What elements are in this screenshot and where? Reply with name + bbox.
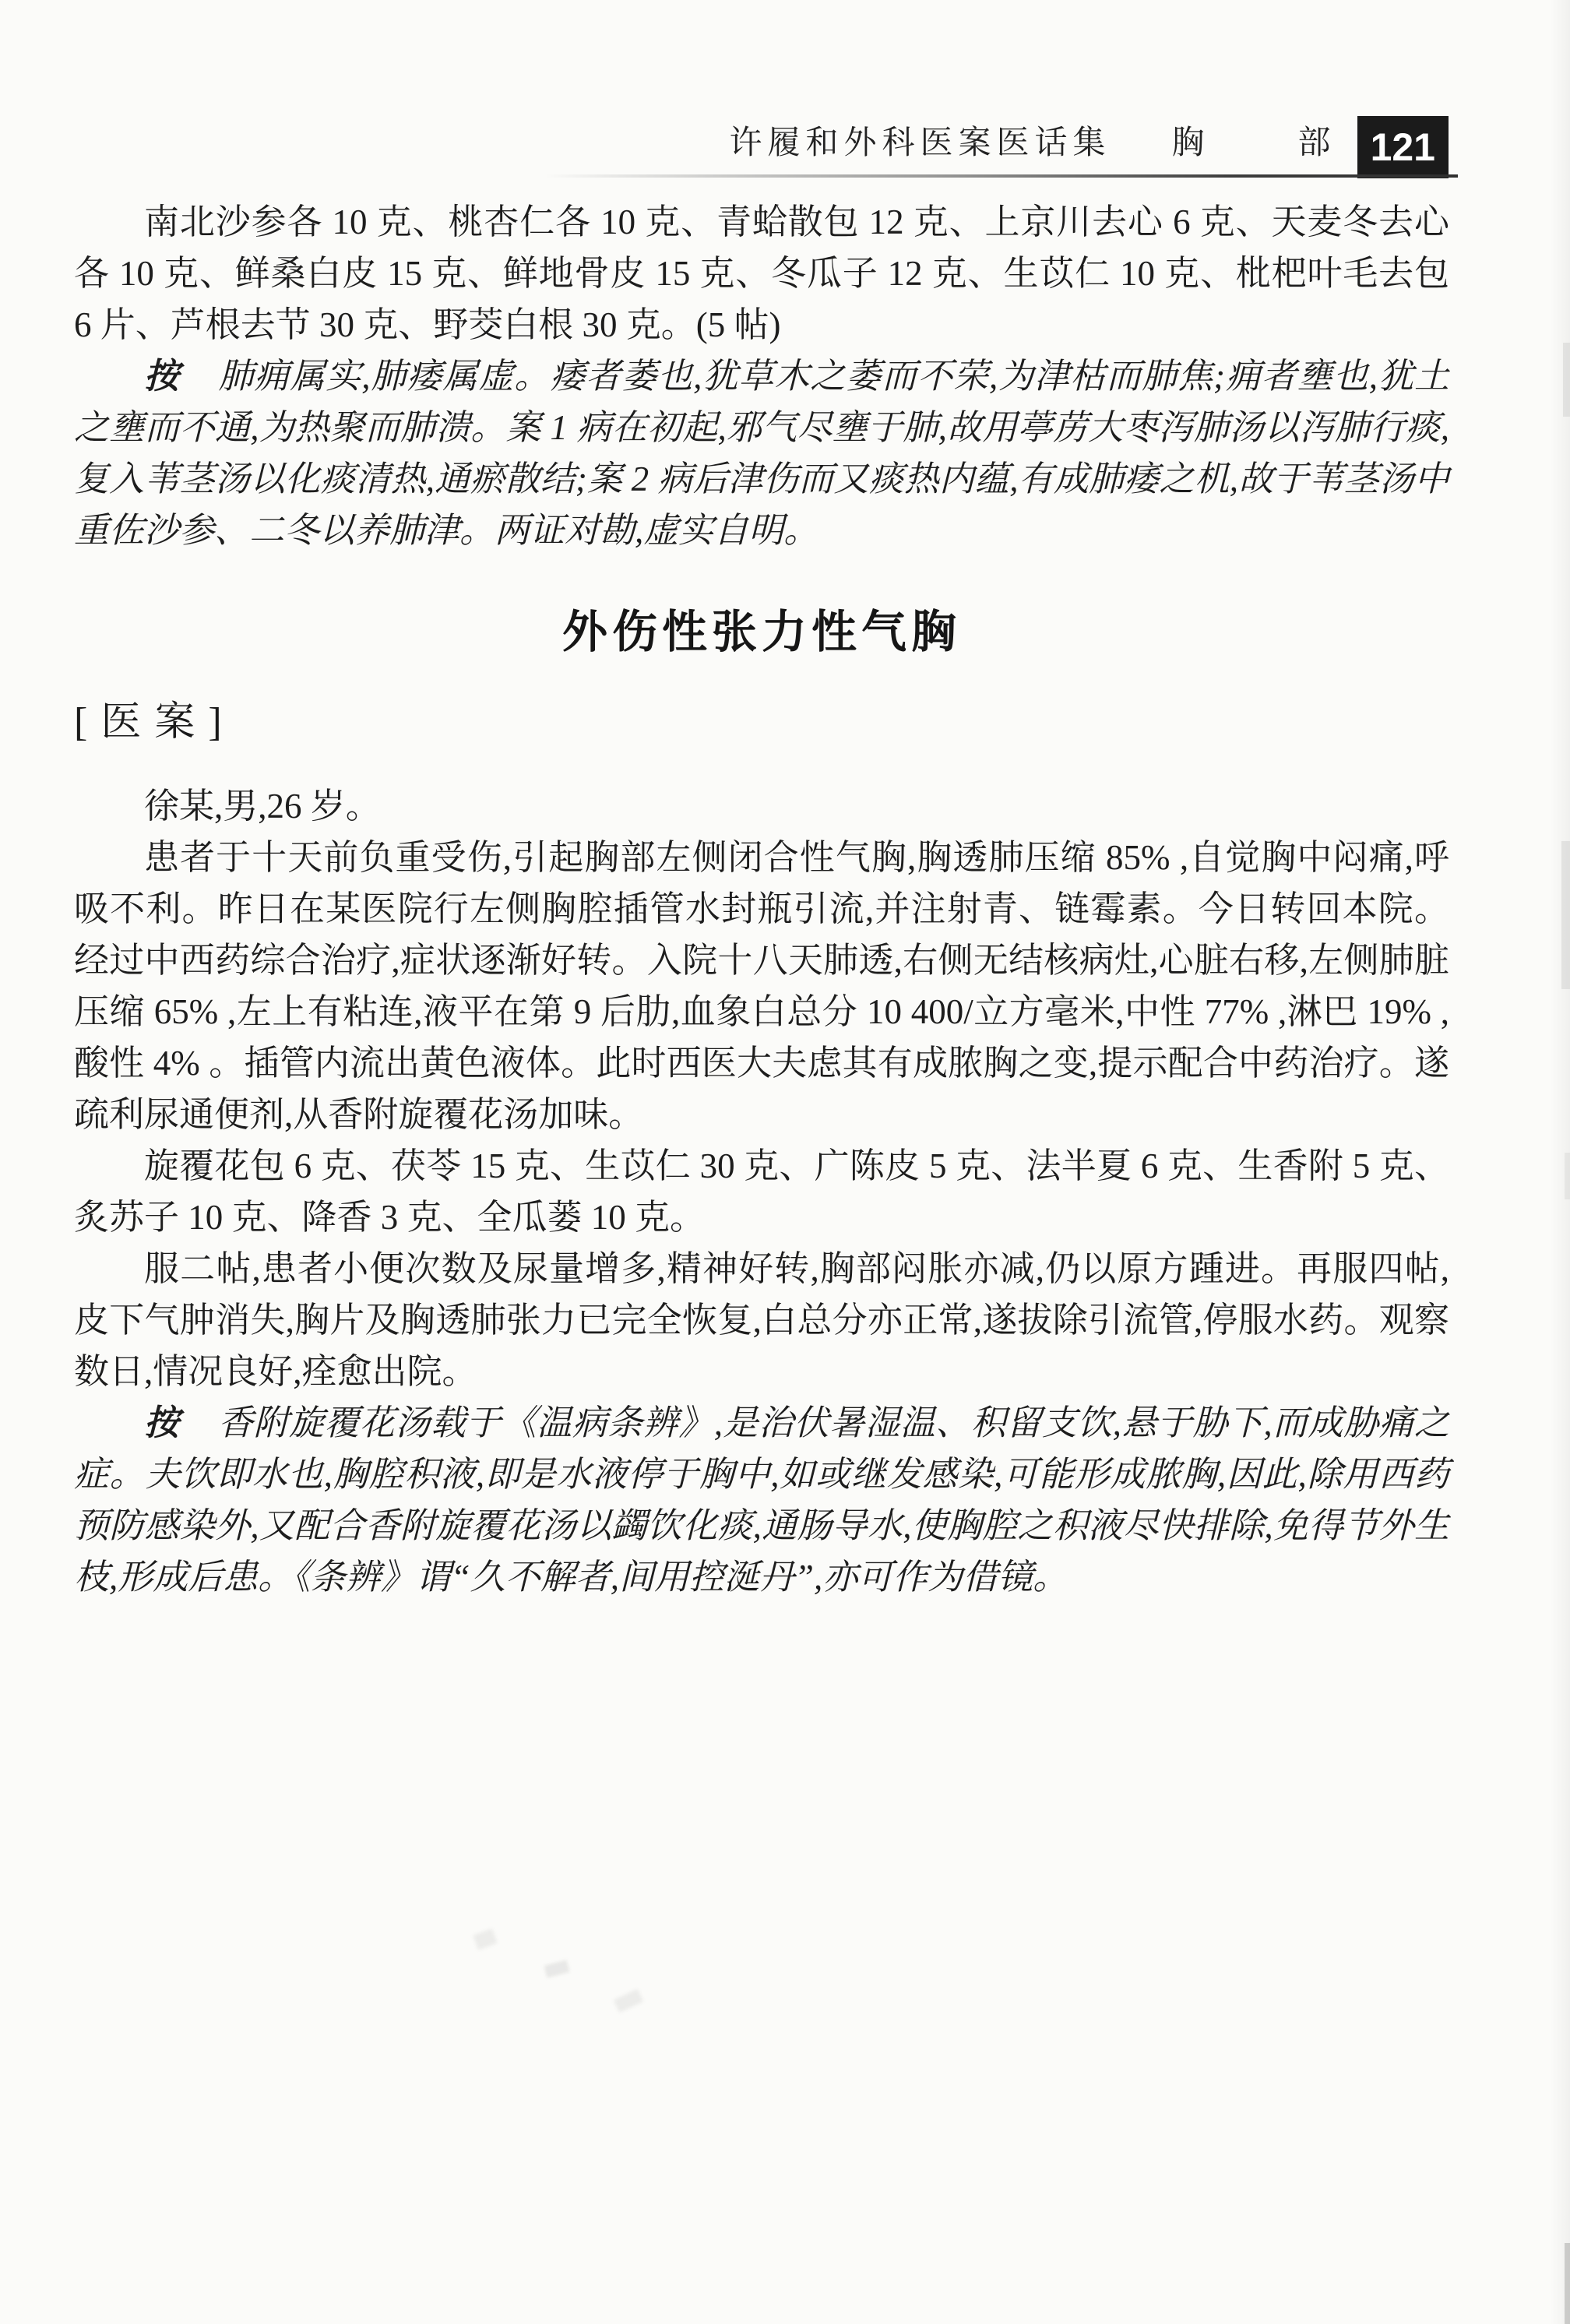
scan-artifact: [473, 1928, 497, 1950]
scan-artifact: [544, 1960, 569, 1977]
running-head-chapter: 胸: [1171, 125, 1205, 161]
text-block: [74, 196, 1449, 1603]
note-text-1: 肺痈属实,肺痿属虚。痿者萎也,犹草木之萎而不荣,为津枯而肺焦;痈者壅也,犹土之壅而不通,为热聚而肺溃。案 1 病在初起,邪气尽壅于肺,故用葶苈大枣泻肺汤以泻肺行痰,复入苇茎汤以化痰清热,通瘀散结;案 2 病后津伤而又痰热内蕴,有成肺痿之机,故于苇茎汤中重佐沙参、二冬以养肺津。两证对勘,虚实自明。: [74, 357, 1449, 550]
scan-artifact: [614, 1989, 643, 2013]
page-number-badge: 121: [1357, 116, 1449, 178]
scan-artifact: [1563, 343, 1570, 417]
case-history-paragraph: 患者于十天前负重受伤,引起胸部左侧闭合性气胸,胸透肺压缩 85% ,自觉胸中闷痛,呼吸不利。昨日在某医院行左侧胸腔插管水封瓶引流,并注射青、链霉素。今日转回本院。经过中西药综合治疗,症状逐渐好转。入院十八天肺透,右侧无结核病灶,心脏右移,左侧肺脏压缩 65% ,左上有粘连,液平在第 9 后肋,血象白总分 10 400/立方毫米,中性 77% ,淋巴 19% ,酸性 4% 。插管内流出黄色液体。此时西医大夫虑其有成脓胸之变,提示配合中药治疗。遂疏利尿通便剂,从香附旋覆花汤加味。: [74, 838, 1449, 1134]
prescription-paragraph-2: 旋覆花包 6 克、茯苓 15 克、生苡仁 30 克、广陈皮 5 克、法半夏 6 克、生香附 5 克、炙苏子 10 克、降香 3 克、全瓜蒌 10 克。: [74, 1146, 1449, 1237]
case-label: [ 医 案 ]: [74, 700, 224, 745]
scan-artifact: [1561, 841, 1570, 989]
header-rule: [545, 174, 1458, 178]
running-head-part: 部: [1297, 125, 1331, 161]
scan-artifact: [1565, 2243, 1570, 2324]
patient-line: 徐某,男,26 岁。: [144, 787, 381, 826]
scan-artifact: [1565, 1153, 1570, 1199]
commentary-paragraph-2: [74, 1397, 1449, 1603]
running-head: [0, 117, 1449, 181]
note-text-2: 香附旋覆花汤载于《温病条辨》,是治伏暑湿温、积留支饮,悬于胁下,而成胁痛之症。夫饮即水也,胸腔积液,即是水液停于胸中,如或继发感染,可能形成脓胸,因此,除用西药预防感染外,又配合香附旋覆花汤以蠲饮化痰,通肠导水,使胸腔之积液尽快排除,免得节外生枝,形成后患。《条辨》谓“久不解者,间用控涎丹”,亦可作为借镜。: [74, 1403, 1449, 1597]
followup-paragraph: 服二帖,患者小便次数及尿量增多,精神好转,胸部闷胀亦减,仍以原方踵进。再服四帖,皮下气肿消失,胸片及胸透肺张力已完全恢复,白总分亦正常,遂拔除引流管,停服水药。观察数日,情况良好,痊愈出院。: [74, 1249, 1449, 1391]
note-label-1: 按: [144, 357, 180, 396]
running-head-book-title: 许履和外科医案医话集: [729, 125, 1111, 161]
section-title: 外伤性张力性气胸: [561, 607, 961, 657]
commentary-paragraph-1: [74, 350, 1449, 556]
prescription-paragraph-1: 南北沙参各 10 克、桃杏仁各 10 克、青蛤散包 12 克、上京川去心 6 克、天麦冬去心各 10 克、鲜桑白皮 15 克、鲜地骨皮 15 克、冬瓜子 12 克、生苡仁 10 克、枇杷叶毛去包 6 片、芦根去节 30 克、野茭白根 30 克。(5 帖): [74, 202, 1449, 344]
note-label-2: 按: [144, 1403, 180, 1442]
